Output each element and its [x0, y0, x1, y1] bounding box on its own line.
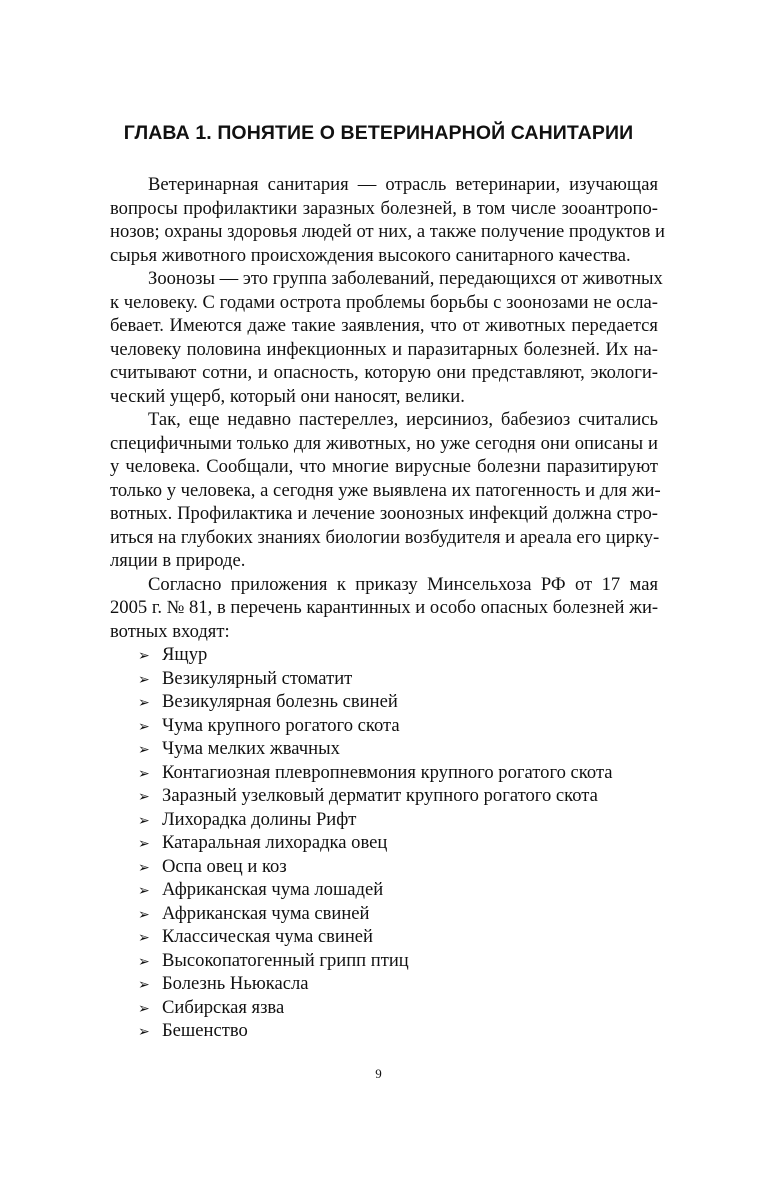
arrow-bullet-icon: ➢ [138, 930, 150, 946]
text-line: у человека. Сообщали, что многие вирусные болезни паразитируют [110, 456, 658, 477]
arrow-bullet-icon: ➢ [138, 953, 150, 970]
arrow-bullet-icon: ➢ [138, 789, 150, 805]
list-item-text: Африканская чума лошадей [162, 879, 384, 900]
list-item-text: Высокопатогенный грипп птиц [162, 949, 409, 971]
arrow-bullet-icon: ➢ [138, 648, 150, 664]
list-item [110, 972, 658, 996]
page-number: 9 [375, 1066, 382, 1081]
arrow-bullet-icon: ➢ [138, 742, 150, 758]
text-line: вопросы профилактики заразных болезней, в том числе зооантропо- [110, 197, 658, 219]
text-line: специфичными только для животных, но уже сегодня они описаны и [110, 432, 658, 454]
list-item-text: Лихорадка долины Рифт [162, 808, 357, 830]
arrow-bullet-icon: ➢ [138, 1024, 150, 1040]
arrow-bullet-icon: ➢ [138, 977, 150, 993]
arrow-bullet-icon: ➢ [138, 836, 150, 852]
text-line: нозов; охраны здоровья людей от них, а также получение продуктов и [110, 221, 665, 242]
arrow-bullet-icon: ➢ [138, 812, 150, 829]
list-item [110, 925, 658, 949]
arrow-bullet-icon: ➢ [138, 883, 150, 899]
list-item-text: Везикулярный стоматит [162, 667, 353, 689]
text-line: Так, еще недавно пастереллез, иерсиниоз, бабезиоз считались [148, 409, 658, 430]
list-item [110, 761, 658, 785]
list-item [110, 902, 658, 926]
list-item [110, 996, 658, 1020]
list-item [110, 855, 658, 879]
list-item-text: Сибирская язва [162, 996, 285, 1018]
list-item [110, 808, 658, 832]
list-item [110, 643, 658, 667]
list-item [110, 1019, 658, 1043]
text-line: Согласно приложения к приказу Минсельхоза РФ от 17 мая [148, 573, 658, 595]
list-item [110, 714, 658, 738]
arrow-bullet-icon: ➢ [138, 1000, 150, 1017]
list-item-text: Ящур [162, 644, 208, 665]
page-body [110, 173, 665, 1043]
list-item-text: Оспа овец и коз [162, 855, 287, 877]
list-item-text: Бешенство [162, 1020, 248, 1041]
list-item-text: Контагиозная плевропневмония крупного рогатого скота [162, 761, 613, 783]
text-line: ляции в природе. [110, 550, 246, 571]
list-item-text: Заразный узелковый дерматит крупного рогатого скота [162, 785, 598, 806]
text-line: Зоонозы — это группа заболеваний, передающихся от животных [148, 268, 663, 289]
list-item-text: Чума мелких жвачных [162, 738, 340, 759]
list-item-text: Классическая чума свиней [162, 926, 373, 947]
text-line: вотных. Профилактика и лечение зоонозных инфекций должна стро- [110, 503, 658, 524]
list-item-text: Болезнь Ньюкасла [162, 973, 309, 994]
text-line: человеку половина инфекционных и паразитарных болезней. Их на- [110, 338, 658, 360]
list-item [110, 667, 658, 691]
list-item-text: Везикулярная болезнь свиней [162, 691, 398, 712]
list-item [110, 878, 658, 902]
arrow-bullet-icon: ➢ [138, 906, 150, 923]
chapter-title: ГЛАВА 1. ПОНЯТИЕ О ВЕТЕРИНАРНОЙ САНИТАРИИ [123, 122, 634, 144]
list-item [110, 831, 658, 855]
text-line: иться на глубоких знаниях биологии возбудителя и ареала его цирку- [110, 526, 660, 548]
paragraph [110, 573, 658, 644]
text-line: 2005 г. № 81, в перечень карантинных и особо опасных болезней жи- [110, 597, 659, 618]
text-line: Ветеринарная санитария — отрасль ветеринарии, изучающая [148, 174, 658, 195]
list-item-text: Катаральная лихорадка овец [162, 832, 388, 853]
list-item [110, 949, 658, 973]
text-line: сырья животного происхождения высокого санитарного качества. [110, 244, 631, 266]
list-item-text: Чума крупного рогатого скота [162, 714, 400, 736]
arrow-bullet-icon: ➢ [138, 765, 150, 782]
paragraphs [110, 173, 665, 643]
arrow-bullet-icon: ➢ [138, 718, 150, 735]
text-line: только у человека, а сегодня уже выявлена их патогенность и для жи- [110, 479, 661, 501]
list-item [110, 690, 658, 714]
list-item [110, 737, 658, 761]
text-line: к человеку. С годами острота проблемы борьбы с зоонозами не осла- [110, 291, 658, 313]
paragraph [110, 173, 665, 267]
paragraph [110, 408, 661, 573]
arrow-bullet-icon: ➢ [138, 859, 150, 876]
list-item [110, 784, 658, 808]
arrow-bullet-icon: ➢ [138, 695, 150, 711]
text-line: вотных входят: [110, 620, 230, 642]
text-line: считывают сотни, и опасность, которую они представляют, экологи- [110, 362, 658, 383]
disease-list [110, 643, 658, 1043]
arrow-bullet-icon: ➢ [138, 671, 150, 688]
text-line: бевает. Имеются даже такие заявления, что от животных передается [110, 315, 658, 336]
paragraph [110, 267, 663, 408]
text-line: ческий ущерб, который они наносят, велики. [110, 385, 465, 407]
list-item-text: Африканская чума свиней [162, 902, 370, 924]
